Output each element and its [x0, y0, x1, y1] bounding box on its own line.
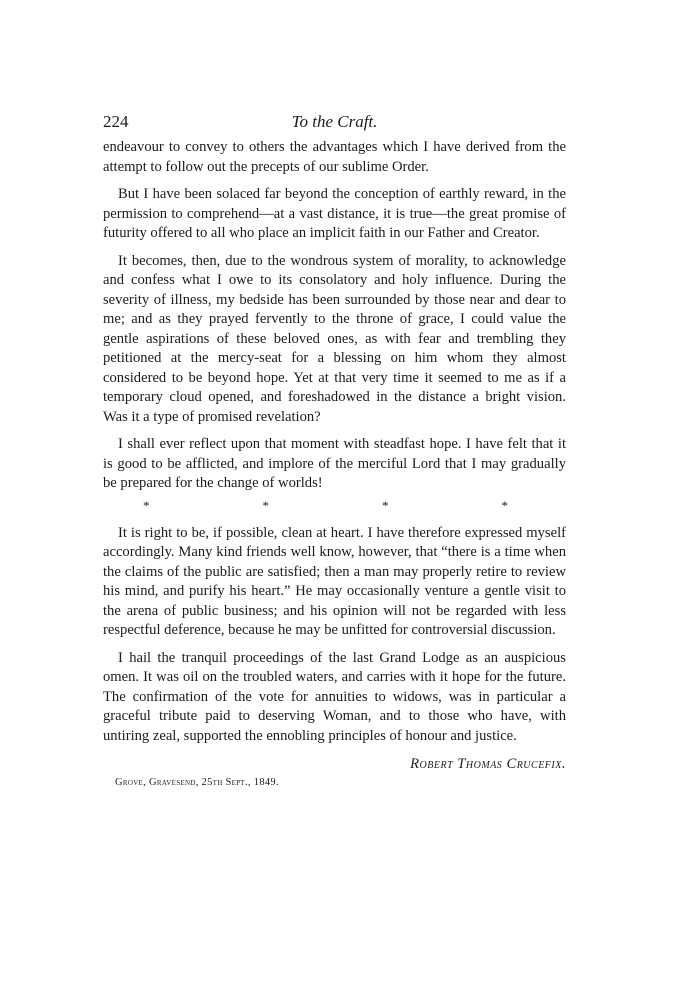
book-page	[103, 112, 566, 790]
body-text	[103, 138, 566, 746]
running-head	[103, 112, 566, 138]
page-number: 224	[103, 112, 129, 131]
paragraph: But I have been solaced far beyond the conception of earthly reward, in the permission to comprehend—at a vast distance, it is true—the great promise of futurity offered to all who place an implicit faith in our Father and Creator.	[103, 186, 566, 241]
dateline: Grove, Gravesend, 25th Sept., 1849.	[115, 777, 279, 788]
running-title: To the Craft.	[291, 112, 378, 131]
asterisk: *	[143, 497, 150, 513]
paragraph: It becomes, then, due to the wondrous system of morality, to acknowledge and confess what I owe to its consolatory and holy influence. During the severity of illness, my bedside has been surrounded by those near and dear to me; and as they prayed fervently to the throne of grace, I could value the gentle aspirations of these beloved ones, as with fear and trembling they petitioned at the mercy-seat for a blessing on him whom they almost considered to be beyond hope. Yet at that very time it seemed to me as if a temporary cloud opened, and foreshadowed in the distance a bright vision. Was it a type of promised revelation?	[103, 252, 566, 425]
asterisk: *	[501, 497, 508, 513]
paragraph: I hail the tranquil proceedings of the last Grand Lodge as an auspicious omen. It was oil on the troubled waters, and carries with it hope for the future. The confirmation of the vote for annuities to widows, was in particular a graceful tribute paid to deserving Woman, and to those who have, with untiring zeal, supported the ennobling principles of honour and justice.	[103, 649, 566, 744]
paragraph-continuation: endeavour to convey to others the advantages which I have derived from the attempt to follow out the precepts of our sublime Order.	[103, 139, 566, 175]
paragraph: It is right to be, if possible, clean at heart. I have therefore expressed myself accordingly. Many kind friends well know, however, that “there is a time when the claims of the public are satisfied; then a man may properly retire to review his mind, and purify his heart.” He may occasionally venture a gentle visit to the arena of public business; and his opinion will not be regarded with less respectful deference, because he may be unfitted for controversial discussion.	[103, 524, 566, 638]
asterisk: *	[382, 497, 389, 513]
author-signature: Robert Thomas Crucefix.	[410, 756, 566, 772]
asterisk: *	[262, 497, 269, 513]
paragraph: I shall ever reflect upon that moment with steadfast hope. I have felt that it is good to be afflicted, and implore of the merciful Lord that I may gradually be prepared for the change of worlds!	[103, 436, 566, 491]
section-separator	[103, 498, 566, 514]
